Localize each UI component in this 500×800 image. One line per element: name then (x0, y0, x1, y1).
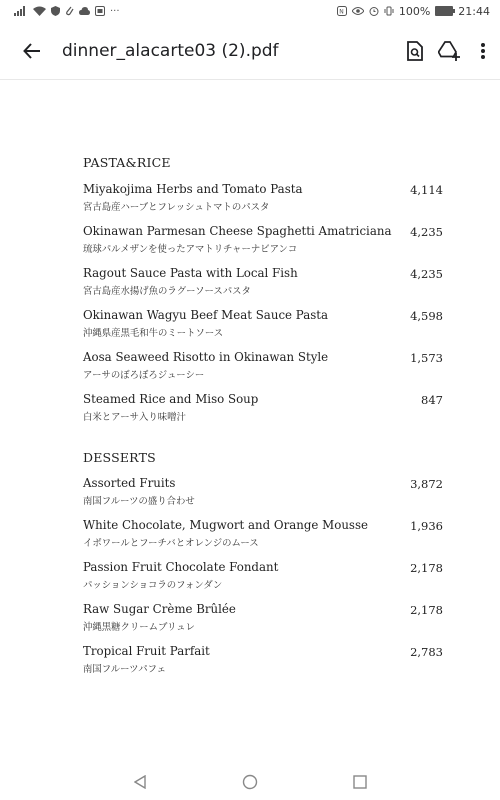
item-price: 1,936 (410, 519, 443, 533)
item-price: 847 (421, 393, 443, 407)
wifi-icon (33, 6, 46, 16)
menu-item (83, 308, 443, 339)
item-price: 2,178 (410, 561, 443, 575)
add-to-drive-button[interactable] (432, 31, 466, 71)
nav-home-circle-icon (242, 774, 258, 790)
battery-icon (435, 6, 453, 16)
nav-recents-button[interactable] (350, 772, 370, 792)
nav-recents-square-icon (353, 775, 367, 789)
menu-item (83, 518, 443, 549)
eye-comfort-icon (352, 7, 364, 15)
battery-fill (436, 7, 452, 15)
item-price: 4,114 (410, 183, 443, 197)
document-title: dinner_alacarte03 (2).pdf (62, 40, 279, 61)
item-name-ja: 宮古島産水揚げ魚のラグーソースパスタ (83, 286, 251, 297)
item-price: 2,783 (410, 645, 443, 659)
add-to-drive-icon (438, 41, 460, 61)
more-vert-icon (480, 42, 486, 60)
nav-back-triangle-icon (134, 775, 146, 789)
vibrate-icon (384, 6, 394, 16)
item-name-en: Miyakojima Herbs and Tomato Pasta (83, 182, 303, 196)
item-name-en: Raw Sugar Crème Brûlée (83, 602, 236, 616)
item-price: 4,235 (410, 267, 443, 281)
item-name-en: Okinawan Wagyu Beef Meat Sauce Pasta (83, 308, 329, 322)
item-name-en: Passion Fruit Chocolate Fondant (83, 560, 279, 574)
item-price: 4,235 (410, 225, 443, 239)
menu-item (83, 602, 443, 633)
item-name-ja: アーサのぼろぼろジューシー (83, 370, 205, 381)
svg-text:N: N (339, 8, 344, 16)
status-bar (0, 0, 500, 22)
item-name-en: White Chocolate, Mugwort and Orange Mousse (83, 518, 369, 532)
item-name-ja: イボワールとフーチバとオレンジのムース (83, 538, 259, 549)
nav-back-button[interactable] (130, 772, 150, 792)
item-name-ja: 宮古島産ハーブとフレッシュトマトのパスタ (83, 202, 270, 213)
system-nav-bar (0, 764, 500, 800)
find-in-page-icon (406, 41, 424, 61)
cloud-icon (79, 7, 90, 15)
menu-item (83, 644, 443, 675)
item-name-en: Steamed Rice and Miso Soup (83, 392, 259, 406)
item-name-en: Ragout Sauce Pasta with Local Fish (83, 266, 298, 280)
attachment-icon (65, 6, 74, 16)
arrow-back-icon (23, 42, 41, 60)
item-name-ja: 南国フルーツの盛り合わせ (83, 496, 195, 507)
section-heading-pasta-rice: PASTA&RICE (83, 155, 171, 170)
pdf-page[interactable] (0, 81, 500, 761)
battery-percent: 100% (398, 4, 431, 18)
section-heading-desserts: DESSERTS (83, 450, 156, 465)
menu-item (83, 476, 443, 507)
alarm-icon (369, 6, 379, 16)
item-name-ja: 白米とアーサ入り味噌汁 (83, 412, 186, 423)
nfc-icon (337, 6, 347, 16)
find-in-page-button[interactable] (398, 31, 432, 71)
more-options-button[interactable] (466, 31, 500, 71)
app-bar (0, 22, 500, 80)
photos-icon (95, 6, 105, 16)
item-name-ja: パッションショコラのフォンダン (83, 580, 223, 591)
menu-item (83, 392, 443, 423)
item-name-ja: 琉球パルメザンを使ったアマトリチャーナビアンコ (83, 244, 298, 255)
menu-item (83, 560, 443, 591)
item-name-ja: 南国フルーツパフェ (83, 664, 166, 675)
signal-icon (14, 6, 28, 16)
more-notifications-icon: ··· (110, 5, 120, 17)
item-name-en: Tropical Fruit Parfait (83, 644, 210, 658)
item-name-ja: 沖縄黒糖クリームブリュレ (83, 622, 195, 633)
item-name-en: Assorted Fruits (83, 476, 176, 490)
nav-home-button[interactable] (240, 772, 260, 792)
item-price: 3,872 (410, 477, 443, 491)
clock: 21:44 (458, 4, 490, 18)
menu-item (83, 350, 443, 381)
menu-item (83, 266, 443, 297)
menu-item (83, 224, 443, 255)
status-left-icons (14, 6, 120, 17)
item-name-ja: 沖縄県産黒毛和牛のミートソース (83, 328, 224, 339)
shield-icon (51, 6, 60, 16)
item-name-en: Okinawan Parmesan Cheese Spaghetti Amatriciana (83, 224, 392, 238)
item-price: 1,573 (410, 351, 443, 365)
item-price: 4,598 (410, 309, 443, 323)
menu-item (83, 182, 443, 213)
back-button[interactable] (12, 31, 52, 71)
status-right-icons (337, 5, 490, 18)
item-price: 2,178 (410, 603, 443, 617)
item-name-en: Aosa Seaweed Risotto in Okinawan Style (83, 350, 329, 364)
